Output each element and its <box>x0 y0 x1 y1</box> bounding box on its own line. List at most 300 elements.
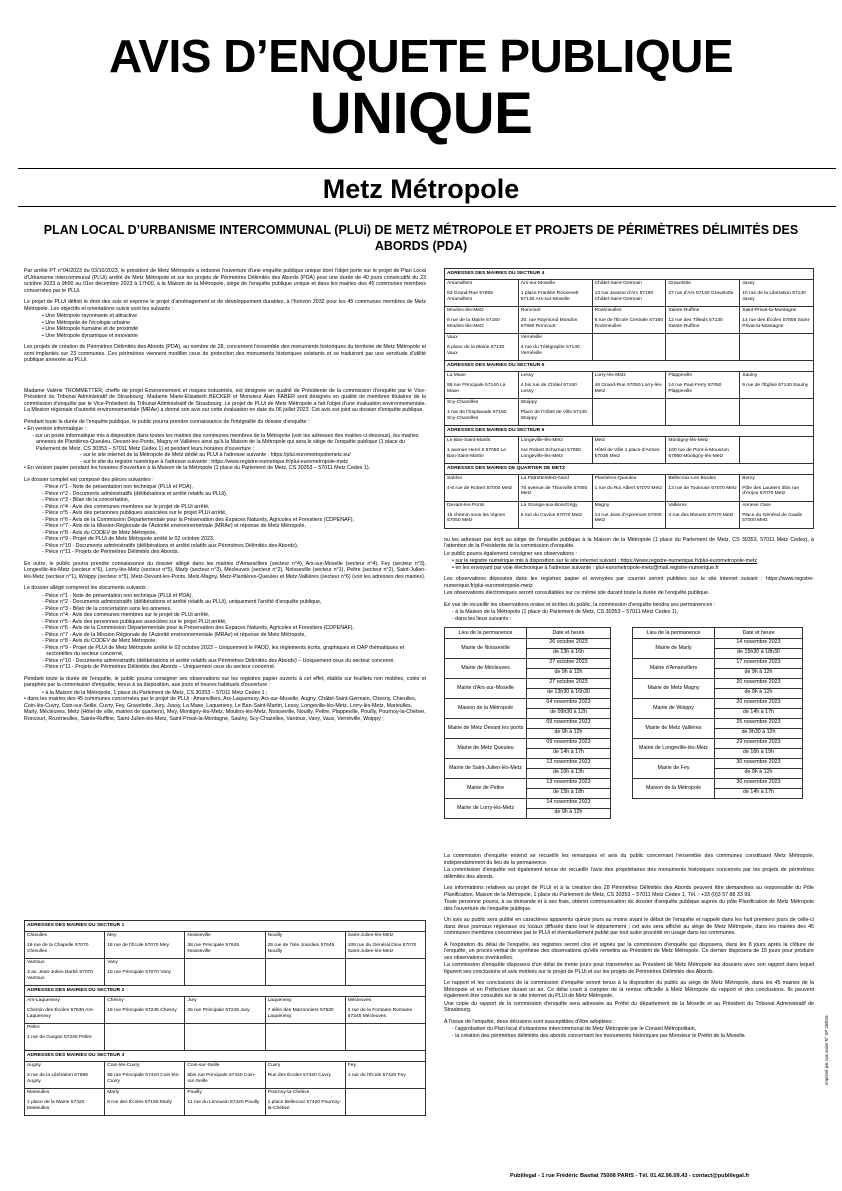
table-row <box>25 958 426 985</box>
list-item: - Pièce n°11 - Projets de Périmètres Délimités des Abords – Uniquement ceux du secteur concerné. <box>42 664 276 670</box>
column-header: Lieu de la permanence <box>445 628 527 639</box>
mairie-address: Hôtel de Ville 1 place d'Armes 57036 Metz <box>594 447 660 459</box>
mairie-name: Châtel-Saint-Germain <box>594 280 642 286</box>
paragraph: ou les adresser par écrit au siège de l'enquête publique à la Maison de la Métropole (1 place du Parlement de Metz, CS 30353, 57011 Metz Cedex), à l'attention de la Présidente de la commission d'enquête. <box>444 536 814 550</box>
permanence-place: Mairie de Peltre <box>445 779 527 799</box>
table-row <box>445 799 611 819</box>
mairie-cell <box>185 1088 265 1115</box>
mairie-address: Pôle des Lauriers 3bis rue d'Anjou 57070 Metz <box>742 485 800 497</box>
permanence-date <box>527 799 611 819</box>
hour-text: de 9h30 à 12h <box>741 729 776 736</box>
mairie-address: 3 rue de la Libération 57685 Augny <box>27 1072 88 1084</box>
mairie-cell <box>345 1088 425 1115</box>
mairie-cell <box>740 306 814 333</box>
list-item: - sur le site internet de la Métropole de Metz dédié au PLUi à l'adresse suivante : https://plui.eurometropolemetz.eu/ <box>80 452 351 458</box>
sector-header: ADRESSES DES MAIRIES DU SECTEUR 5 <box>445 360 814 371</box>
table-row <box>445 719 611 739</box>
mairie-name: Sablon <box>447 475 463 481</box>
mairie-name: Le Ban-Saint-Martin <box>447 437 491 443</box>
mairie-name: Annexe Gare <box>742 502 772 508</box>
mairie-address: 1 rue du Roi Albert 57070 Metz <box>594 485 663 491</box>
mairie-address: 12 rue des Tilleuls 57130 Sainte-Ruffine <box>668 317 723 329</box>
table-row <box>445 474 814 501</box>
table-row <box>445 501 814 528</box>
hour-text: de 13h30 à 16h30 <box>547 689 590 696</box>
paragraph: Le dossier complet est composé des pièces suivantes : <box>24 476 154 483</box>
mairie-cell <box>185 1061 265 1088</box>
list-item: - sur un poste informatique mis à disposition dans toutes les mairies des communes membres de la Métropole (voir les adresses des mairies ci-dessous), les mairies annexes de Plantières-Queuleu, Devant-les-Ponts, Magny et Vallières ainsi qu'à la Maison de la Métropole qui sera le siège de l'enquête publique (1 place du Parlement de Metz, CS 30353 – 57011 Metz Cedex 1) et pendant leurs horaires d'ouverture ; <box>32 432 419 452</box>
mairie-address: 4-6 rue de Robert 57000 Metz <box>447 485 513 491</box>
list-item: - Pièce n°8 - Avis du CODEV de Metz Métropole, <box>42 529 157 536</box>
mairie-cell <box>592 474 666 501</box>
date-text: 27 octobre 2023 <box>527 659 610 669</box>
permanence-place: Mairie d'Amanvillers <box>633 659 715 679</box>
mairie-cell <box>345 958 425 985</box>
hour-text: de 14h à 17h <box>743 709 774 716</box>
mairie-address: 108 rue du Général Diou 57070 Saint-Julien-lès-Metz <box>347 942 417 954</box>
mairie-name: Roncourt <box>520 307 541 313</box>
mairie-address: 6 place de la Mairie 57130 Vaux <box>447 344 505 356</box>
mairie-name: Saint-Julien-lès-Metz <box>347 932 394 938</box>
paragraph: Toute personne pourra, à sa demande et à ses frais, obtenir communication du dossier d'enquête publique auprès du pôle Planification de Metz Métropole dès l'ouverture de l'enquête publique. <box>444 899 814 912</box>
mairie-address: 8 rue de la Mairie 57160 Moulins-lès-Metz <box>447 317 500 329</box>
mairie-name: Coin-sur-Seille <box>187 1062 220 1068</box>
mairie-address: 11 rue du Limousin 57420 Pouilly <box>187 1099 260 1105</box>
list-item: - Pièce n°8 - Avis du CODEV de Metz Métropole, <box>42 638 157 644</box>
mairie-cell <box>740 436 814 463</box>
mairie-name: La Patrotte/Metz-Nord <box>520 475 569 481</box>
mairie-cell <box>592 371 666 398</box>
mairie-cell <box>445 398 519 425</box>
mairie-cell <box>592 306 666 333</box>
mairie-name: Vallières <box>668 502 687 508</box>
paragraph: Madame Valérie TROMMETTER, cheffe de projet Environnement et risques industriels, est désignée en qualité de Présidente de la commission d'enquête par le Vice-Président du Tribunal Administratif de Strasbourg. Madame Marie-Elisabeth BECKER et Monsieur Alain FABER sont désignés en qualité de membres titulaires de la commission d'enquête par le Vice-Président du Tribunal Administratif de Strasbourg. Le projet de PLUi de Metz Métropole a fait l'objet d'une évaluation environnementale. La Mission régionale d'autorité environnementale (MRAe) a donné son avis sur cette évaluation en date du 06 juillet 2023. Cet avis est joint au dossier d'enquête publique. <box>24 387 426 413</box>
right-column <box>444 268 814 1044</box>
paragraph: Par arrêté PT n°04/2023 du 03/10/2023, le président de Metz Métropole a ordonné l'ouverture d'une enquête publique unique dont l'objet porte sur le projet de Plan Local d'Urbanisme intercommunal (PLUi) arrêté de Metz Métropole et sur les projets de Périmètres Délimités des Abords (PDA) pour une durée de 40 jours consécutifs du 23 octobre 2023 à 9h00 au 01er décembre 2023 à 17h00, à la Maison de la Métropole, siège de l'enquête publique unique et dans les mairies des 45 communes membres concernées par le PLUi. <box>24 268 426 294</box>
mairie-name: Magny <box>594 502 610 508</box>
column-header: Lieu de la permanence <box>633 628 715 639</box>
paragraph: Les projets de création de Périmètres Délimités des Abords (PDA), au nombre de 28, concernent l'ensemble des monuments historiques du territoire de Metz Métropole et sont implantés sur 23 communes. Ces périmètres viennent modifier ceux de protection des monuments historiques existants et se traduiront par une servitude d'utilité publique annexée au PLUi. <box>24 344 426 363</box>
mairie-address: 25 rue Principale 57245 Jury <box>187 1007 250 1013</box>
access-list <box>24 426 426 472</box>
permanence-place: Mairie de Noisseville <box>445 639 527 659</box>
main-title-line1: AVIS D’ENQUETE PUBLIQUE <box>108 30 734 82</box>
mairie-cell <box>445 436 519 463</box>
mairie-name: Pouilly <box>187 1089 202 1095</box>
list-item: - Pièce n°2 - Documents administratifs (délibérations et arrêté relatifs au PLUi), <box>42 490 228 497</box>
mairie-name: Metz <box>594 437 606 443</box>
mairie-name: Chesny <box>107 997 124 1003</box>
mairie-address: 10 rue de la Libération 57130 Jussy <box>742 290 806 302</box>
list-item: - sur le site du registre numérique à l'adresse suivante : https://www.registre-numerique.fr/plui-eurometropole-metz <box>80 458 349 465</box>
divider-bottom <box>18 206 836 207</box>
mairie-cell <box>518 279 592 306</box>
mairie-name: Peltre <box>27 1024 40 1030</box>
mairie-address: 53 Grand-Rue 57865 Amanvillers <box>447 290 493 302</box>
sector-header: ADRESSES DES MAIRIES DU SECTEUR 3 <box>25 1050 426 1061</box>
permanence-place: Mairie de Longeville-lès-Metz <box>633 739 715 759</box>
date-text: 30 novembre 2023 <box>715 779 802 789</box>
mairie-cell <box>518 306 592 333</box>
mairie-cell <box>265 996 345 1023</box>
table-row <box>25 1088 426 1115</box>
table-row <box>25 996 426 1023</box>
mairie-cell <box>518 398 592 425</box>
permanences-area <box>444 627 814 847</box>
paragraph: Pendant toute la durée de l'enquête publique, le public pourra prendre connaissance de l'intégralité du dossier d'enquête : <box>24 418 310 425</box>
mairie-name: Jury <box>187 997 197 1003</box>
mairie-name: Laquenexy <box>267 997 292 1003</box>
permanence-date <box>527 719 611 739</box>
mairie-cell <box>592 398 666 425</box>
list-item: - Pièce n°4 - Avis des communes membres sur le projet de PLUi arrêté, <box>42 503 210 510</box>
mairie-cell <box>25 1061 105 1088</box>
permanence-date <box>527 679 611 699</box>
paragraph: Les informations relatives au projet de PLUi et à la création des 28 Périmètres Délimités des Abords peuvent être demandées au responsable du Pôle Planification, Maison de la Métropole, 1 place du Parlement de Metz, CS 30353 – 57011 Metz Cedex 1, Tél. : +33 (0)3 57 88 33 99. <box>444 885 814 898</box>
permanence-date <box>715 659 803 679</box>
mairie-address: 3 rue des Bleuets 57070 Metz <box>668 512 734 518</box>
mairie-cell <box>345 1023 425 1050</box>
mairie-address: 4 bis rue de Châtel 57160 Lessy <box>520 382 577 394</box>
hour-text: de 15h à 18h <box>553 789 584 796</box>
mairie-address: 1 rue de Gargan 57245 Peltre <box>27 1034 92 1040</box>
mairie-address: 2 rue de la Fontaine Romaine 57245 Mécleuves <box>347 1007 413 1019</box>
table-row <box>633 719 803 739</box>
pieces-light-list <box>24 593 426 671</box>
mairie-cell <box>666 501 740 528</box>
table-row <box>25 931 426 958</box>
table-row <box>633 699 803 719</box>
mairie-address: 3 av. Jean-Julien Barbé 57070 Vantoux <box>27 969 93 981</box>
mairie-name: Augny <box>27 1062 41 1068</box>
hour-text: de 14h à 17h <box>553 749 584 756</box>
permanence-date <box>715 699 803 719</box>
hour-text: de 14h à 17h <box>743 789 774 796</box>
table-row <box>25 1023 426 1050</box>
hour-text: de 10h à 13h <box>553 769 584 776</box>
mairie-name: Mécleuves <box>347 997 372 1003</box>
plan-title: PLAN LOCAL D’URBANISME INTERCOMMUNAL (PLUi) DE METZ MÉTROPOLE ET PROJETS DE PÉRIMÈTRES DÉLIMITÉS DES ABORDS (PDA) <box>43 223 799 253</box>
mairie-cell <box>265 1023 345 1050</box>
list-item: - dans les lieux suivants : <box>452 615 512 622</box>
paragraph: Les observations électroniques seront consultables sur ce même site durant toute la durée de l'enquête publique. <box>444 590 710 597</box>
mairie-name: Chieulles <box>27 932 48 938</box>
mairie-name: Marly <box>107 1089 120 1095</box>
mairie-cell <box>666 333 740 360</box>
mairie-cell <box>592 333 666 360</box>
permanences-table-left <box>444 627 610 819</box>
mairie-cell <box>592 501 666 528</box>
mairie-cell <box>518 371 592 398</box>
mairie-address: 5 rue du Cuvion 57070 Metz <box>520 512 583 518</box>
mairie-cell <box>666 279 740 306</box>
paragraph: Un avis au public sera publié en caractères apparents quinze jours au moins avant le début de l'enquête et rappelé dans les huit premiers jours de celle-ci dans deux journaux régionaux ou locaux diffusés dans tout le département ; cet avis sera affiché au siège de Metz Métropole, dans les mairies des 45 communes membres concernées par le PLUi et éventuellement publié par tout autre procédé en usage dans les communes. <box>444 917 814 937</box>
mairie-name: Pournoy-la-Chétive <box>267 1089 310 1095</box>
pieces-complete-list <box>24 484 426 556</box>
mairie-cell <box>25 1023 105 1050</box>
mairie-address: 25 rue de l'Isle Jourdain 57645 Nouilly <box>267 942 335 954</box>
list-item: - Pièce n°7 - Avis de la Mission Régionale de l'Autorité environnementale (MRAe) et réponse de Metz Métropole, <box>42 631 306 638</box>
mairie-cell <box>105 996 185 1023</box>
list-item: - Pièce n°10 - Documents administratifs (délibérations et arrêté relatifs aux Périmètres Délimités des Abords), <box>42 542 299 549</box>
hour-text: de 09h30 à 12h <box>550 709 587 716</box>
mairie-address: 1 place de la Mairie 57420 Marieulles <box>27 1099 85 1111</box>
permanence-place: Mairie de Saint-Julien-lès-Metz <box>445 759 527 779</box>
mairie-cell <box>25 931 105 958</box>
mairie-name: Devant-les-Ponts <box>447 502 485 508</box>
list-item: - à la Maison de la Métropole (1 place du Parlement de Metz, CS 30353 – 57011 Metz Cedex 1), <box>452 609 679 616</box>
mairie-name: La Maxe <box>447 372 466 378</box>
mairie-cell <box>185 958 265 985</box>
column-header: Date et heure <box>715 628 803 639</box>
permanence-date <box>715 779 803 799</box>
mairie-name: Coin-lès-Cuvry <box>107 1062 140 1068</box>
date-text: 26 octobre 2023 <box>527 639 610 649</box>
mairie-address: 7 allée des Marronniers 57530 Laquenexy <box>267 1007 334 1019</box>
table-row <box>445 371 814 398</box>
sector-header: ADRESSES DES MAIRIES DU SECTEUR 6 <box>445 425 814 436</box>
mairie-name: Longeville-lès-Metz <box>520 437 563 443</box>
mairie-cell <box>740 279 814 306</box>
date-text: 27 octobre 2023 <box>527 679 610 689</box>
mairie-cell <box>25 996 105 1023</box>
mairie-address: 6bis rue Principale 57420 Coin-sur-Seille <box>187 1072 256 1084</box>
mairie-name: Saulny <box>742 372 758 378</box>
permanence-place: Mairie de Fey <box>633 759 715 779</box>
list-item: - la création des périmètres délimités des abords concernant les monuments historiques par Monsieur le Préfet de la Moselle. <box>452 1032 747 1039</box>
paragraph: La commission d'enquête est également tenue de recueillir l'avis des propriétaires des monuments historiques concernés par les projets de périmètres délimités des abords. <box>444 867 814 880</box>
registers-list <box>24 690 426 723</box>
list-item: - Pièce n°5 - Avis des personnes publiques associées sur le projet PLUi arrêté, <box>42 510 227 516</box>
mairie-address: Chemin des Écoles 57530 Ars-Laquenexy <box>27 1007 95 1019</box>
mairie-address: 15 chemin sous les Vignes 57050 Metz <box>447 512 506 524</box>
hour-text: de 16h à 19h <box>743 749 774 756</box>
mairie-cell <box>25 958 105 985</box>
list-item: - Pièce n°6 - Avis de la Commission Départementale pour la Préservation des Espaces Naturels, Agricoles et Forestiers (CDPENAF), <box>42 516 355 523</box>
divider-top <box>18 168 836 169</box>
mairie-address: 160 rue de Pont-à-Mousson 57950 Montigny-lès-Metz <box>668 447 730 459</box>
paragraph: En outre, le public pourra prendre connaissance du dossier allégé dans les mairies d'Amanvillers (secteur n°4), Ars-sur-Moselle (secteur n°4), Fey (secteur n°3), Longeville-lès-Metz (secteur n°6), Lorry-lès-Metz (secteur n°5), Marly (secteur n°3), Mécleuves (secteur n°2), Noisseville (secteur n°1), Peltre (secteur n°2), Saint-Julien-lès-Metz (secteur n°1), Woippy (secteur n°5), Metz-Devant-les-Ponts, Metz-Magny, Metz-Plantières-Queuleu et Metz-Vallières (secteur n°6) (voir les adresses des mairies). <box>24 560 426 580</box>
permanences-table-right <box>632 627 802 799</box>
list-item: - Pièce n°3 - Bilan de la concertation, <box>42 497 130 503</box>
mairie-name: Borny <box>742 475 755 481</box>
permanence-place: Mairie de Lorry-lès-Metz <box>445 799 527 819</box>
permanence-date <box>527 759 611 779</box>
table-row <box>633 639 803 659</box>
objectives-list <box>24 313 426 339</box>
mairie-name: Ars-sur-Moselle <box>520 280 556 286</box>
list-item: • Une Métropole humaine et de proximité <box>42 326 139 332</box>
list-item: • en les envoyant par voie électronique à l'adresse suivante : plui-eurometropole-metz@mail.registre-numerique.fr <box>452 564 719 571</box>
mairie-name: Fey <box>347 1062 356 1068</box>
left-column <box>24 268 426 727</box>
mairie-cell <box>740 371 814 398</box>
decisions-list <box>444 1026 814 1039</box>
table-row <box>445 306 814 333</box>
mairie-cell <box>345 931 425 958</box>
mairie-address: 14 rue des Écoles 57855 Saint-Privat-la-Montagne <box>742 317 811 329</box>
mairie-cell <box>518 333 592 360</box>
mairie-address: 27 rue d'Ars 57130 Gravelotte <box>668 290 734 296</box>
list-item: • En version informatique : <box>24 426 86 432</box>
table-row <box>25 1061 426 1088</box>
table-row <box>445 436 814 463</box>
paragraph: La commission d'enquête entend se recueillir les remarques et avis du public concernant l'ensemble des communes constituant Metz Métropole, indépendamment du lieu de la permanence. <box>444 853 814 866</box>
permanence-place: Mairie de Metz Devant les ponts <box>445 719 527 739</box>
permanences-table <box>444 627 611 819</box>
table-row <box>445 779 611 799</box>
mairie-name: Moulins-lès-Metz <box>447 307 484 313</box>
mairie-address: 1 place Franklin Roosevelt 57130 Ars-sur-Moselle <box>520 290 579 302</box>
list-item: - Pièce n°11 - Projets de Périmètres Délimités des Abords. <box>42 549 179 555</box>
mairie-address: 5 rue de l'École Centrale 57160 Rozérieulles <box>594 317 663 329</box>
mairie-address: 3 rue du Télégraphe 57130 Vernéville <box>520 344 580 356</box>
date-text: 04 novembre 2023 <box>527 699 610 709</box>
date-text: 13 novembre 2023 <box>527 759 610 769</box>
mairie-address: 10 rue Principale 57070 Vany <box>107 969 171 975</box>
list-item: - Pièce n°1 - Note de présentation non technique (PLUi et PDA), <box>42 592 193 599</box>
permanence-place: Mairie d'Ars-sur-Moselle <box>445 679 527 699</box>
mairie-address: 8 rue des Écoles 57155 Marly <box>107 1099 172 1105</box>
list-item: • sur le registre numérique mis à disposition sur le site internet suivant : https://www.registre-numerique.fr/plui-eurometropole-metz <box>452 558 758 565</box>
permanence-place: Mairie de Woippy <box>633 699 715 719</box>
mairie-cell <box>445 306 519 333</box>
table-row <box>633 659 803 679</box>
hour-text: de 9h à 12h <box>554 729 583 736</box>
mairie-cell <box>345 1061 425 1088</box>
date-text: 09 novembre 2023 <box>527 739 610 749</box>
mairie-address: 14 rue Jean d'Apremont 57000 Metz <box>594 512 662 524</box>
table-row <box>633 759 803 779</box>
date-text: 09 novembre 2023 <box>527 719 610 729</box>
mairie-name: Woippy <box>520 399 538 405</box>
permanence-date <box>715 679 803 699</box>
paragraph: Une copie du rapport de la commission d'enquête sera adressée au Préfet du département de la Moselle et au Président du Tribunal Administratif de Strasbourg. <box>444 1000 814 1014</box>
paragraph: En vue de recueillir les observations orales et écrites du public, la commission d'enquête tiendra ses permanences : <box>444 601 716 608</box>
mairie-address: 16 rue de la Chapelle 57070 Chieulles <box>27 942 89 954</box>
mairie-name: Mey <box>107 932 117 938</box>
main-title-line2: UNIQUE <box>309 81 533 146</box>
list-item: - Pièce n°1 - Note de présentation non technique (PLUi et PDA), <box>42 484 193 490</box>
mairie-name: Amanvillers <box>447 280 473 286</box>
mairie-name: Montigny-lès-Metz <box>668 437 709 443</box>
paragraph: Le rapport et les conclusions de la commission d'enquête seront tenus à la disposition du public au siège de Metz Métropole, dans les 45 mairies de la Métropole et en Préfecture durant un an. Ce délai court à compter de la remise officielle à Metz Métropole du rapport et des conclusions. Ils peuvent également être consultés sur le site internet du PLUi de Metz Métropole. <box>444 980 814 1000</box>
mairie-name: Vaux <box>447 334 458 340</box>
permanence-place: Maison de la Métropole <box>633 779 715 799</box>
mairie-name: Scy-Chazelles <box>447 399 479 405</box>
permanence-place: Mairie de Marly <box>633 639 715 659</box>
hour-text: de 15h30 à 18h30 <box>737 649 780 656</box>
mairies-table <box>444 268 814 529</box>
date-text: 14 novembre 2023 <box>715 639 802 649</box>
mairie-name: Cuvry <box>267 1062 281 1068</box>
side-note: Imprimé par nos soins N° SP 25/815 <box>824 1015 829 1085</box>
table-row <box>445 333 814 360</box>
paragraph: Le dossier allégé comprend les documents suivants : <box>24 585 149 591</box>
mairie-cell <box>445 333 519 360</box>
mairies-table <box>24 920 426 1116</box>
mairie-address: Place de l'Hôtel de Ville 57140 Woippy <box>520 409 587 421</box>
paragraph: Le public pourra également consigner ses observations : <box>444 550 577 557</box>
permanence-place: Mairie de Metz Magny <box>633 679 715 699</box>
mairie-cell <box>445 501 519 528</box>
list-item: • Une Métropole de l'écologie urbaine <box>42 319 130 326</box>
mairie-address: 19 rue Principale 57245 Chesny <box>107 1007 177 1013</box>
table-row <box>445 398 814 425</box>
footer: Publilegal - 1 rue Frédéric Bastiat 75008 PARIS - Tél. 01.42.96.09.43 - contact@publilegal.fr <box>510 1173 750 1179</box>
mairie-name: Jussy <box>742 280 755 286</box>
mairie-name: Vany <box>107 959 118 965</box>
permanence-date <box>715 719 803 739</box>
paragraph: Le projet de PLUi définit le droit des sols et exprime le projet d'aménagement et de développement durables, à l'horizon 2032 pour les 45 communes membres de Metz Métropole. Les objectifs et orientations suivis sont les suivants : <box>24 299 426 312</box>
mairie-cell <box>265 1061 345 1088</box>
paragraph: Les observations déposées dans les registres papier et envoyées par courrier seront publiées sur le site internet suivant : https://www.registre-numerique.fr/plui-eurometropole-metz <box>444 576 814 589</box>
sector-header: ADRESSES DES MAIRIES DE QUARTIER DE METZ <box>445 463 814 474</box>
list-item: - Pièce n°9 - Projet de PLUi de Metz Métropole arrêté le 02 octobre 2023 – Uniquement le PADD, les règlements écrits, graphiques et OAP thématiques et sectorielles du secteur concerné, <box>42 644 405 657</box>
permanence-date <box>527 779 611 799</box>
mairie-cell <box>445 279 519 306</box>
mairie-cell <box>105 1061 185 1088</box>
date-text: 25 novembre 2023 <box>715 719 802 729</box>
mairie-cell <box>265 1088 345 1115</box>
mairie-cell <box>666 371 740 398</box>
mairie-cell <box>666 398 740 425</box>
mairie-cell <box>518 474 592 501</box>
table-row <box>445 759 611 779</box>
observations-list <box>444 558 814 571</box>
mairie-name: Plantières-Queuleu <box>594 475 637 481</box>
table-row <box>445 279 814 306</box>
mairie-address: 18 rue de l'École 57070 Mey <box>107 942 170 948</box>
permanence-date <box>715 639 803 659</box>
right-text-bottom <box>444 853 814 1039</box>
mairie-name: Sainte-Ruffine <box>668 307 700 313</box>
mairie-cell <box>592 436 666 463</box>
mairie-name: Plappeville <box>668 372 693 378</box>
permanence-date <box>527 739 611 759</box>
list-item: - Pièce n°4 - Avis des communes membres sur le projet de PLUi arrêté, <box>42 612 210 618</box>
permanence-places <box>444 609 814 622</box>
mairie-cell <box>445 371 519 398</box>
mairie-cell <box>666 436 740 463</box>
sector-header: ADRESSES DES MAIRIES DU SECTEUR 4 <box>445 269 814 280</box>
mairie-address: rue Robert Schuman 57050 Longeville-lès-Metz <box>520 447 581 459</box>
permanence-date <box>715 759 803 779</box>
mairie-address: 38 rue Principale 57645 Noisseville <box>187 942 240 954</box>
mairie-name: Rozérieulles <box>594 307 622 313</box>
list-item: - Pièce n°7 - Avis de la Mission Régionale de l'Autorité environnementale (MRAe) et réponse de Metz Métropole, <box>42 523 306 529</box>
mairie-cell <box>666 306 740 333</box>
date-text: 20 novembre 2023 <box>715 699 802 709</box>
table-row <box>445 679 611 699</box>
list-item: - Pièce n°3 - Bilan de la concertation sans les annexes, <box>42 605 172 612</box>
mairie-cell <box>265 958 345 985</box>
permanence-date <box>527 639 611 659</box>
mairie-address: 46 Grand-Rue 57050 Lorry-lès-Metz <box>594 382 663 394</box>
hour-text: de 9h à 12h <box>744 769 773 776</box>
mairie-address: 76 avenue de Thionville 57050 Metz <box>520 485 588 497</box>
table-row <box>445 659 611 679</box>
list-item: • Une Métropole rayonnante et attractive <box>42 313 137 319</box>
mairie-name: Marieulles <box>27 1089 50 1095</box>
mairie-address: Rue des Écoles 57420 Cuvry <box>267 1072 331 1078</box>
permanence-place: Mairie de Mécleuves <box>445 659 527 679</box>
mairie-address: 14 rue Paul-Ferry 57050 Plappeville <box>668 382 722 394</box>
hour-text: de 9h à 12h <box>554 809 583 816</box>
mairie-cell <box>666 474 740 501</box>
mairie-cell <box>105 931 185 958</box>
paragraph: La commission d'enquête disposera d'un délai de trente jours pour transmettre au Président de Metz Métropole les dossiers avec son rapport dans lequel figurent ses conclusions et avis motivés sur le projet de PLUi et sur les projets de Périmètres Délimités des Abords. <box>444 962 814 975</box>
